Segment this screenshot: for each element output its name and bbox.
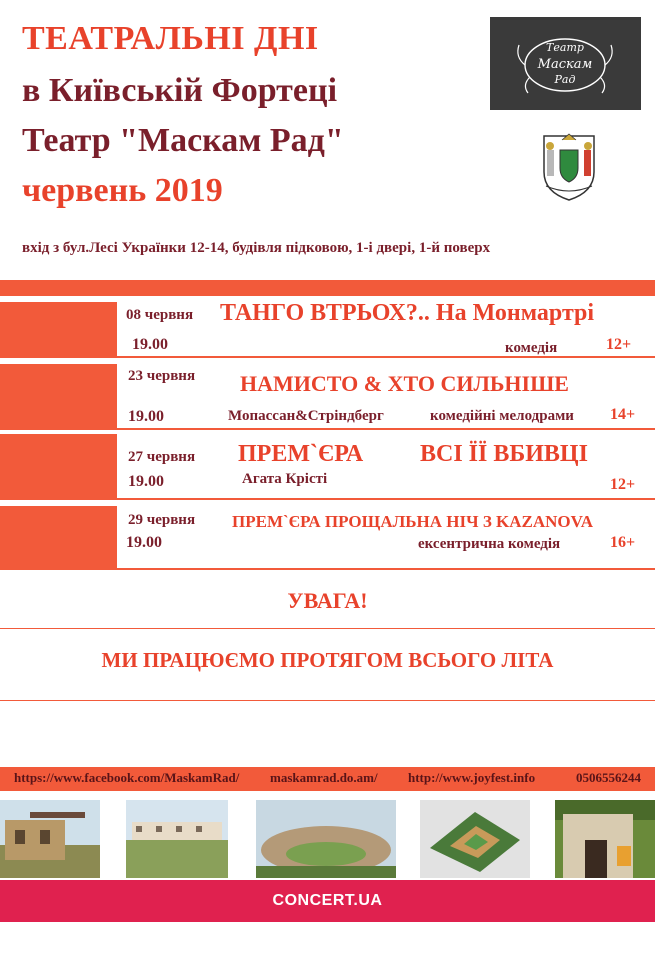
- event-date: 29 червня: [128, 512, 196, 528]
- fortress-model-photo: [420, 800, 530, 878]
- event-title: ТАНГО ВТРЬОХ?.. На Монмартрі: [220, 300, 595, 326]
- event-row-marker: [0, 364, 117, 428]
- event-title: ПРЕМ`ЄРА ПРОЩАЛЬНА НІЧ З KAZANOVA: [232, 512, 594, 531]
- row-divider: [0, 700, 655, 701]
- event-date: 27 червня: [128, 449, 196, 465]
- event-genre: комедійні мелодрами: [430, 408, 574, 424]
- event-time: 19.00: [132, 336, 168, 353]
- fortress-photo: [0, 800, 100, 878]
- event-time: 19.00: [128, 408, 164, 425]
- poster-title: ТЕАТРАЛЬНІ ДНІ: [22, 20, 319, 57]
- row-divider: [0, 498, 655, 500]
- event-row-marker: [0, 506, 117, 568]
- summer-notice: МИ ПРАЦЮЄМО ПРОТЯГОМ ВСЬОГО ЛІТА: [101, 648, 554, 672]
- logo-line3: Рад: [554, 73, 576, 86]
- event-age-rating: 14+: [610, 406, 636, 423]
- joyfest-link[interactable]: http://www.joyfest.info: [408, 770, 536, 785]
- row-divider: [0, 628, 655, 629]
- poster-subtitle-location: в Київській Фортеці: [22, 72, 338, 109]
- event-row-marker: [0, 302, 117, 356]
- logo-line2: Маскам: [537, 57, 593, 72]
- website-link[interactable]: maskamrad.do.am/: [270, 770, 378, 785]
- kyiv-coat-of-arms: [538, 132, 600, 202]
- logo-line1: Театр: [546, 41, 584, 54]
- event-age-rating: 16+: [610, 534, 636, 551]
- event-time: 19.00: [128, 473, 164, 490]
- event-author: Мопассан&Стріндберг: [228, 408, 384, 424]
- top-accent-bar: [0, 280, 655, 296]
- mask-logo-icon: [490, 17, 641, 110]
- event-genre: ексентрична комедія: [418, 536, 561, 552]
- theatre-logo: [490, 17, 641, 110]
- event-date: 23 червня: [128, 368, 196, 384]
- event-title: НАМИСТО & ХТО СИЛЬНІШЕ: [240, 371, 569, 396]
- event-date: 08 червня: [126, 307, 194, 323]
- event-age-rating: 12+: [606, 336, 632, 353]
- event-title: ВСІ ЇЇ ВБИВЦІ: [420, 441, 588, 467]
- poster-subtitle-theatre: Театр "Маскам Рад": [22, 122, 344, 159]
- concert-ua-logo[interactable]: CONCERT.UA: [272, 892, 383, 909]
- event-author: Агата Крісті: [242, 471, 328, 487]
- row-divider: [0, 428, 655, 430]
- fortress-photo: [256, 800, 396, 878]
- event-title-premiere: ПРЕМ`ЄРА: [238, 441, 364, 467]
- venue-address: вхід з бул.Лесі Українки 12-14, будівля підковою, 1-і двері, 1-й поверх: [22, 240, 491, 256]
- event-age-rating: 12+: [610, 476, 636, 493]
- facebook-link[interactable]: https://www.facebook.com/MaskamRad/: [14, 770, 240, 785]
- event-genre: комедія: [505, 340, 558, 356]
- coat-of-arms-icon: [538, 132, 600, 202]
- event-time: 19.00: [126, 534, 162, 551]
- attention-heading: УВАГА!: [287, 588, 368, 613]
- event-row-marker: [0, 434, 117, 498]
- fortress-gate-photo: [555, 800, 655, 878]
- fortress-photo: [126, 800, 228, 878]
- phone-number: 0506556244: [576, 770, 641, 785]
- row-divider: [0, 568, 655, 570]
- poster-month: червень 2019: [22, 172, 223, 209]
